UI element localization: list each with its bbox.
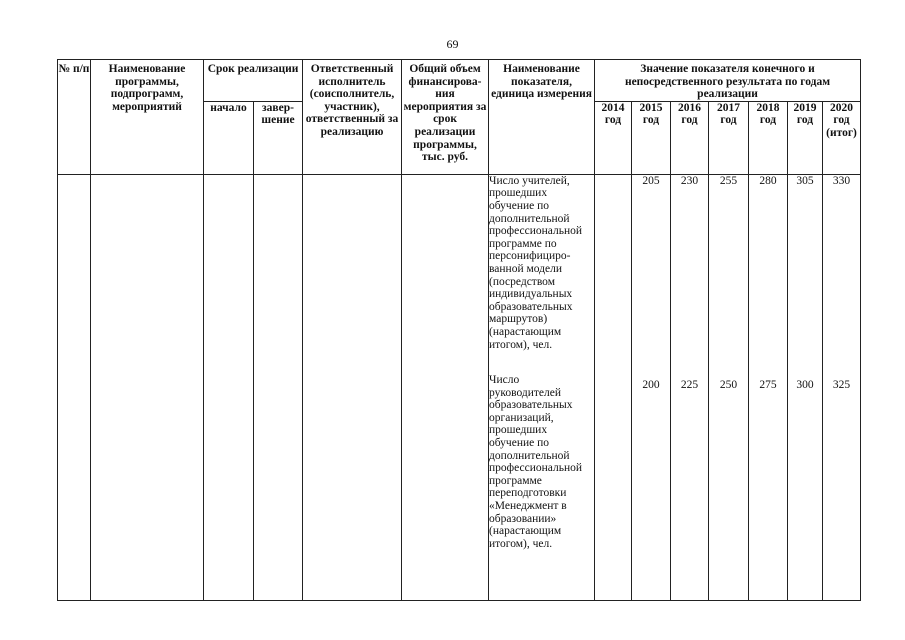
header-period: Срок реализации [204,60,303,102]
header-year: 2020 год (итог) [823,101,861,174]
cell-program-name [91,174,204,600]
indicator-value: 225 [680,378,699,391]
indicator-text: Число учителей, прошедших обучение по дополнительной профессиональной программе по персонифициро- ванной модели (посредством индивидуальных образовательных маршрутов) (нарастающим итогом), чел. [489,174,583,351]
header-year: 2019 год [788,101,823,174]
cell-year-2018 [749,174,788,600]
indicator-value: 230 [680,174,699,187]
indicators-table [57,59,861,601]
header-year: 2015 год [632,101,671,174]
header-period-start: начало [204,101,254,174]
cell-year-2019 [788,174,823,600]
page-number: 69 [446,37,459,51]
indicator-value: 280 [759,174,777,187]
indicator-value: 205 [642,174,660,187]
indicator-value: 255 [719,174,738,187]
cell-period-start [204,174,254,600]
header-indicator-name: Наименование показателя, единица измерения [489,60,595,175]
indicator-value: 300 [796,378,814,391]
header-year: 2018 год [749,101,788,174]
header-funding: Общий объем финансирова- ния мероприятия за срок реализации программы, тыс. руб. [402,60,489,175]
indicator-value: 250 [719,378,738,391]
indicator-value [595,379,631,583]
header-num: № п/п [58,60,91,175]
cell-year-2017 [709,174,749,600]
indicator-value: 275 [759,378,777,391]
indicator-value: 200 [642,378,660,391]
cell-responsible [303,174,402,600]
header-year: 2017 год [709,101,749,174]
indicator-value: 330 [832,174,851,187]
cell-year-2015 [632,174,671,600]
cell-num [58,174,91,600]
indicator-value: 325 [832,378,851,391]
cell-year-2014 [595,174,632,600]
cell-period-end [254,174,303,600]
header-year: 2016 год [671,101,709,174]
header-responsible: Ответственный исполнитель (соисполнитель, участник), ответственный за реализацию [303,60,402,175]
header-values-title: Значение показателя конечного и непосредственного результата по годам реализации [595,60,861,102]
cell-year-2020 [823,174,861,600]
indicator-value: 305 [796,174,814,187]
header-period-end: завер- шение [254,101,303,174]
indicator-text: Число руководителей образовательных организаций, прошедших обучение по дополнительной профессиональной программе переподготовки «Менеджмент в образовании» (нарастающим итогом), чел. [489,374,583,550]
header-program-name: Наименование программы, подпрограмм, мероприятий [91,60,204,175]
cell-year-2016 [671,174,709,600]
indicator-value [595,175,631,379]
header-year: 2014 год [595,101,632,174]
cell-indicators [489,174,595,600]
cell-funding [402,174,489,600]
